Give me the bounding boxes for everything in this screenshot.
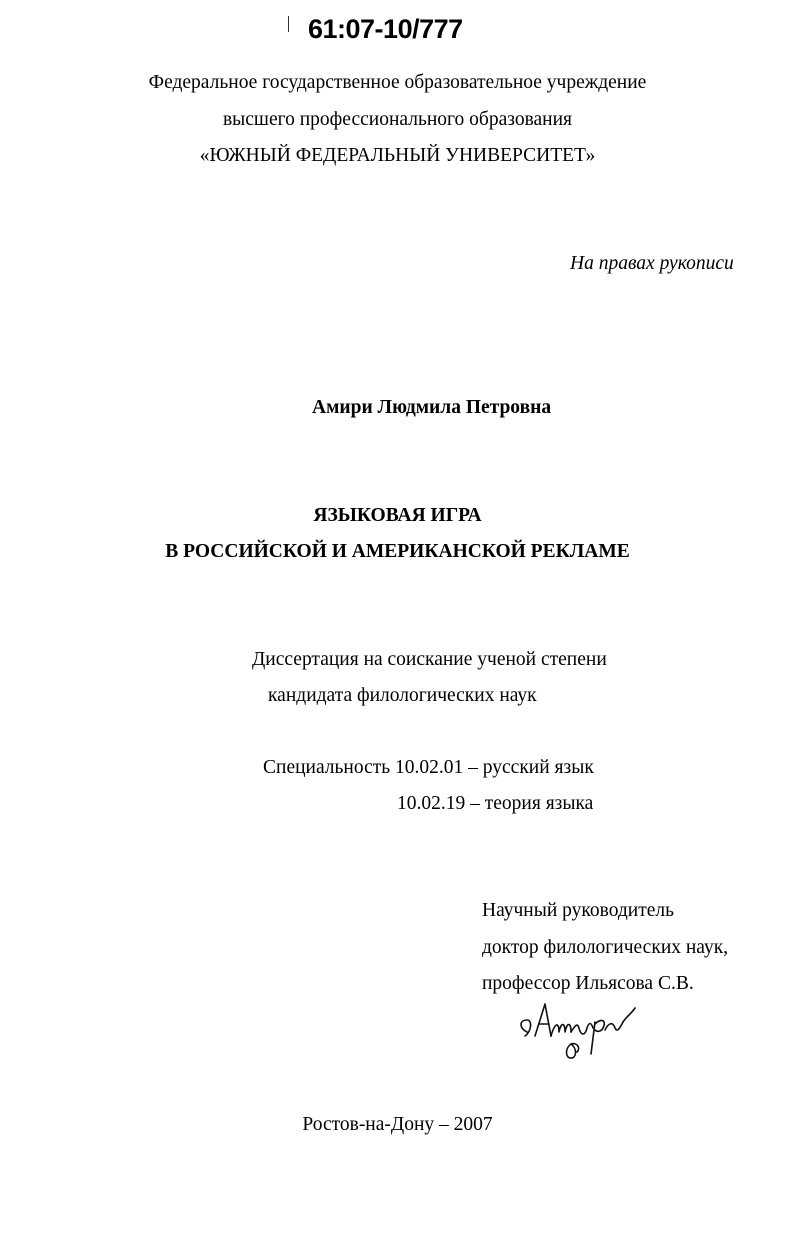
manuscript-note: На правах рукописи [570, 253, 734, 274]
thesis-title-line-1: ЯЗЫКОВАЯ ИГРА [313, 505, 482, 526]
signature [515, 992, 640, 1087]
specialty-line-2: 10.02.19 – теория языка [397, 793, 594, 814]
catalog-number: 61:07-10/777 [308, 14, 463, 44]
institution-line-1: Федеральное государственное образовательное учреждение [148, 72, 647, 93]
specialty-line-1: Специальность 10.02.01 – русский язык [263, 757, 594, 778]
place-year: Ростов-на-Дону – 2007 [302, 1114, 493, 1135]
supervisor-line-2: доктор филологических наук, [482, 937, 729, 958]
handwritten-signature [515, 992, 640, 1087]
thesis-title-line-2: В РОССИЙСКОЙ И АМЕРИКАНСКОЙ РЕКЛАМЕ [165, 541, 630, 562]
institution-line-3: «ЮЖНЫЙ ФЕДЕРАЛЬНЫЙ УНИВЕРСИТЕТ» [199, 145, 596, 166]
supervisor-line-3: профессор Ильясова С.В. [482, 973, 694, 994]
institution-line-2: высшего профессионального образования [222, 109, 573, 130]
scan-mark [288, 16, 289, 32]
degree-line-2: кандидата филологических наук [268, 685, 537, 706]
degree-line-1: Диссертация на соискание ученой степени [252, 649, 607, 670]
supervisor-line-1: Научный руководитель [482, 900, 675, 921]
author-name: Амири Людмила Петровна [312, 397, 552, 418]
